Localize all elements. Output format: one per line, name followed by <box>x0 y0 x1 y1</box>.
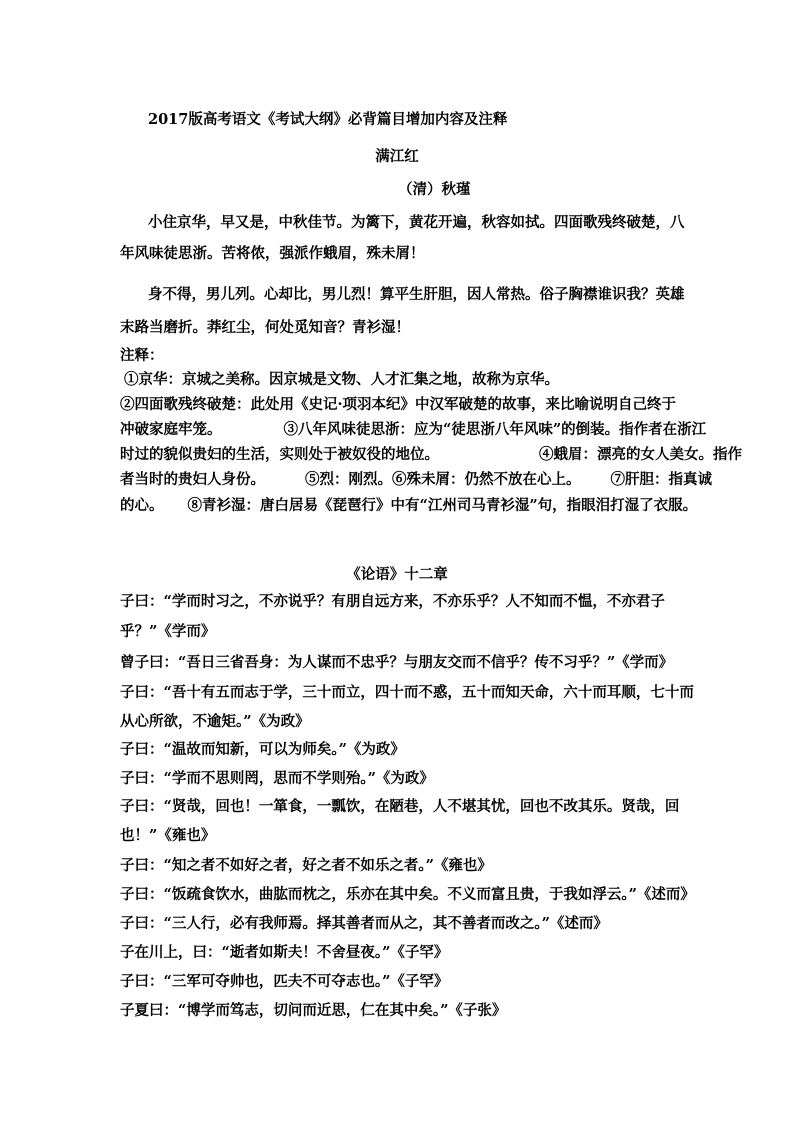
note-line-group <box>120 470 712 490</box>
lunyu-line: 子在川上，曰：“逝者如斯夫！不舍昼夜。”《子罕》 <box>120 944 449 961</box>
note-line: ⑧青衫湿：唐白居易《琵琶行》中有“江州司马青衫湿”句，指眼泪打湿了衣服。 <box>187 497 698 514</box>
lunyu-line: 也！”《雍也》 <box>120 827 216 844</box>
poem-stanza2-line2: 末路当磨折。莽红尘，何处觅知音？青衫湿！ <box>120 319 410 336</box>
notes-heading: 注释： <box>120 347 164 364</box>
note-line: ④蛾眉：漂亮的女人美女。指作 <box>539 446 742 463</box>
lunyu-line: 子曰：“贤哉，回也！一箪食，一瓢饮，在陋巷，人不堪其忧，回也不改其乐。贤哉，回 <box>120 798 680 815</box>
note-line-group <box>120 445 742 465</box>
note-line: ①京华：京城之美称。因京城是文物、人才汇集之地，故称为京华。 <box>124 371 559 388</box>
note-line: ②四面歌残终破楚：此处用《史记·项羽本纪》中汉军破楚的故事，来比喻说明自己终于 <box>120 396 677 413</box>
note-line-group <box>120 496 697 516</box>
lunyu-line: 乎？”《学而》 <box>120 623 216 640</box>
note-line: 者当时的贵妇人身份。 <box>120 471 265 488</box>
note-line: 的心。 <box>120 497 164 514</box>
lunyu-line: 子曰：“学而不思则罔，思而不学则殆。”《为政》 <box>120 770 434 787</box>
lunyu-title: 《论语》十二章 <box>346 566 448 583</box>
poem-stanza1-line1: 小住京华，早又是，中秋佳节。为篱下，黄花开遍，秋容如拭。四面歌残终破楚，八 <box>148 214 685 231</box>
note-line: ⑦肝胆：指真诚 <box>610 471 712 488</box>
note-line: ③八年风味徒思浙：应为“徒思浙八年风味”的倒装。指作者在浙江 <box>283 421 707 438</box>
lunyu-line: 子曰：“学而时习之，不亦说乎？有朋自远方来，不亦乐乎？人不知而不愠，不亦君子 <box>120 593 665 610</box>
note-line: 冲破家庭牢笼。 <box>120 421 222 438</box>
lunyu-line: 子曰：“三人行，必有我师焉。择其善者而从之，其不善者而改之。”《述而》 <box>120 915 608 932</box>
lunyu-line: 子曰：“知之者不如好之者，好之者不如乐之者。”《雍也》 <box>120 857 492 874</box>
poem-stanza1-line2: 年风味徒思浙。苦将侬，强派作蛾眉，殊未屑！ <box>120 245 425 262</box>
lunyu-line: 子曰：“饭疏食饮水，曲肱而枕之，乐亦在其中矣。不义而富且贵，于我如浮云。”《述而》 <box>120 886 695 903</box>
note-line: 时过的貌似贵妇的生活，实则处于被奴役的地位。 <box>120 446 439 463</box>
lunyu-line: 曾子曰：“吾日三省吾身：为人谋而不忠乎？与朋友交而不信乎？传不习乎？”《学而》 <box>120 654 674 671</box>
lunyu-line: 子曰：“吾十有五而志于学，三十而立，四十而不惑，五十而知天命，六十而耳顺，七十而 <box>120 684 694 701</box>
poem-title: 满江红 <box>375 148 419 165</box>
note-line-group <box>120 420 706 440</box>
lunyu-line: 子曰：“温故而知新，可以为师矣。”《为政》 <box>120 741 405 758</box>
document-title: 2017版高考语文《考试大纲》必背篇目增加内容及注释 <box>148 111 508 128</box>
lunyu-line: 从心所欲，不逾矩。”《为政》 <box>120 713 310 730</box>
lunyu-line: 子曰：“三军可夺帅也，匹夫不可夺志也。”《子罕》 <box>120 973 449 990</box>
lunyu-line: 子夏曰：“博学而笃志，切问而近思，仁在其中矣。”《子张》 <box>120 1002 507 1019</box>
note-line: ⑤烈：刚烈。⑥殊未屑：仍然不放在心上。 <box>305 471 581 488</box>
poem-author: （清）秋瑾 <box>398 181 471 198</box>
poem-stanza2-line1: 身不得，男儿列。心却比，男儿烈！算平生肝胆，因人常热。俗子胸襟谁识我？英雄 <box>148 286 685 303</box>
